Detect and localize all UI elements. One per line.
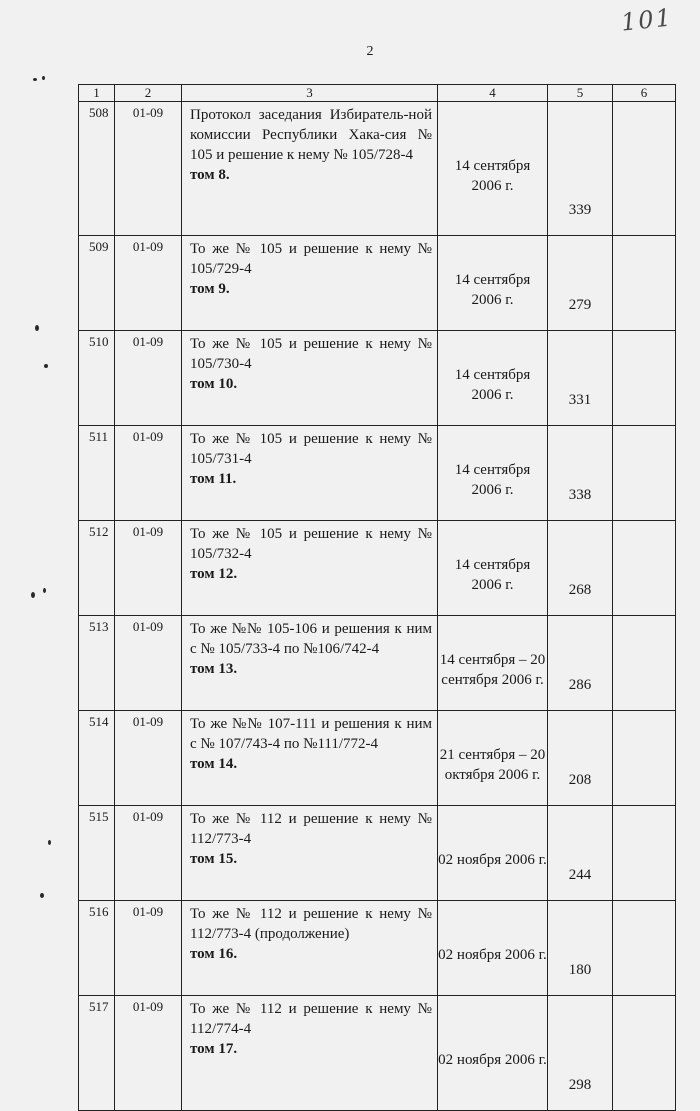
table-row xyxy=(79,996,676,1111)
file-dates: 14 сентября 2006 г. xyxy=(438,426,548,521)
column-header: 6 xyxy=(613,85,676,102)
file-title-cell xyxy=(182,521,438,616)
handwritten-sheet-number: 101 xyxy=(619,3,675,37)
column-header: 5 xyxy=(548,85,613,102)
file-title: То же № 105 и решение к нему № 105/729-4 xyxy=(190,241,432,277)
note-cell xyxy=(613,426,676,521)
item-number: 514 xyxy=(79,711,115,806)
file-title-cell xyxy=(182,711,438,806)
page-count: 331 xyxy=(548,331,613,426)
volume-label: том 16. xyxy=(190,946,238,962)
file-dates: 21 сентября – 20 октября 2006 г. xyxy=(438,711,548,806)
file-title: То же № 105 и решение к нему № 105/731-4 xyxy=(190,431,432,467)
table-row xyxy=(79,901,676,996)
file-index: 01-09 xyxy=(115,806,182,901)
item-number: 511 xyxy=(79,426,115,521)
file-dates: 02 ноября 2006 г. xyxy=(438,901,548,996)
file-title-cell xyxy=(182,996,438,1111)
header-row xyxy=(79,85,676,102)
page-count: 208 xyxy=(548,711,613,806)
file-dates: 14 сентября 2006 г. xyxy=(438,521,548,616)
volume-label: том 10. xyxy=(190,376,238,392)
volume-label: том 12. xyxy=(190,566,238,582)
file-index: 01-09 xyxy=(115,521,182,616)
file-title: То же №№ 105-106 и решения к ним с № 105/733-4 по №106/742-4 xyxy=(190,621,432,657)
column-header: 3 xyxy=(182,85,438,102)
file-title-cell xyxy=(182,616,438,711)
table-row xyxy=(79,102,676,236)
note-cell xyxy=(613,102,676,236)
file-index: 01-09 xyxy=(115,996,182,1111)
file-title: Протокол заседания Избиратель-ной комиссии Республики Хака-сия № 105 и решение к нему № 105/728-4 xyxy=(190,107,432,163)
note-cell xyxy=(613,901,676,996)
page-count: 338 xyxy=(548,426,613,521)
file-dates: 02 ноября 2006 г. xyxy=(438,996,548,1111)
note-cell xyxy=(613,236,676,331)
file-index: 01-09 xyxy=(115,711,182,806)
file-index: 01-09 xyxy=(115,901,182,996)
column-header: 2 xyxy=(115,85,182,102)
file-index: 01-09 xyxy=(115,426,182,521)
table-row xyxy=(79,331,676,426)
note-cell xyxy=(613,331,676,426)
note-cell xyxy=(613,996,676,1111)
page-count: 286 xyxy=(548,616,613,711)
page-number: 2 xyxy=(366,44,374,59)
table-row xyxy=(79,236,676,331)
column-header: 1 xyxy=(79,85,115,102)
scan-speck xyxy=(42,76,45,80)
file-dates: 14 сентября – 20 сентября 2006 г. xyxy=(438,616,548,711)
table-row xyxy=(79,711,676,806)
volume-label: том 13. xyxy=(190,661,238,677)
note-cell xyxy=(613,521,676,616)
page-count: 268 xyxy=(548,521,613,616)
table-row xyxy=(79,616,676,711)
item-number: 508 xyxy=(79,102,115,236)
item-number: 516 xyxy=(79,901,115,996)
scan-speck xyxy=(44,364,48,368)
volume-label: том 14. xyxy=(190,756,238,772)
file-title: То же № 105 и решение к нему № 105/730-4 xyxy=(190,336,432,372)
item-number: 517 xyxy=(79,996,115,1111)
table-row xyxy=(79,426,676,521)
page-count: 244 xyxy=(548,806,613,901)
scan-speck xyxy=(40,893,44,898)
file-title-cell xyxy=(182,102,438,236)
scan-speck xyxy=(35,325,39,331)
file-index: 01-09 xyxy=(115,616,182,711)
file-index: 01-09 xyxy=(115,102,182,236)
file-title: То же № 112 и решение к нему № 112/773-4 xyxy=(190,811,432,847)
table-row xyxy=(79,521,676,616)
file-title-cell xyxy=(182,331,438,426)
scan-speck xyxy=(33,78,37,81)
note-cell xyxy=(613,806,676,901)
item-number: 513 xyxy=(79,616,115,711)
page-count: 339 xyxy=(548,102,613,236)
item-number: 512 xyxy=(79,521,115,616)
scan-speck xyxy=(31,592,35,598)
volume-label: том 9. xyxy=(190,281,230,297)
file-title: То же № 112 и решение к нему № 112/773-4 (продолжение) xyxy=(190,906,432,942)
note-cell xyxy=(613,616,676,711)
item-number: 515 xyxy=(79,806,115,901)
page-count: 180 xyxy=(548,901,613,996)
file-index: 01-09 xyxy=(115,331,182,426)
volume-label: том 11. xyxy=(190,471,237,487)
file-title: То же № 105 и решение к нему № 105/732-4 xyxy=(190,526,432,562)
scan-speck xyxy=(48,840,51,845)
item-number: 510 xyxy=(79,331,115,426)
note-cell xyxy=(613,711,676,806)
file-title: То же № 112 и решение к нему № 112/774-4 xyxy=(190,1001,432,1037)
page-count: 298 xyxy=(548,996,613,1111)
file-title-cell xyxy=(182,806,438,901)
file-title: То же №№ 107-111 и решения к ним с № 107/743-4 по №111/772-4 xyxy=(190,716,432,752)
file-title-cell xyxy=(182,901,438,996)
volume-label: том 8. xyxy=(190,167,230,183)
scan-speck xyxy=(43,588,46,593)
file-dates: 14 сентября 2006 г. xyxy=(438,331,548,426)
file-dates: 14 сентября 2006 г. xyxy=(438,102,548,236)
inventory-table xyxy=(78,84,676,1111)
file-index: 01-09 xyxy=(115,236,182,331)
page-count: 279 xyxy=(548,236,613,331)
file-dates: 02 ноября 2006 г. xyxy=(438,806,548,901)
item-number: 509 xyxy=(79,236,115,331)
file-title-cell xyxy=(182,426,438,521)
table-row xyxy=(79,806,676,901)
file-dates: 14 сентября 2006 г. xyxy=(438,236,548,331)
column-header: 4 xyxy=(438,85,548,102)
volume-label: том 15. xyxy=(190,851,238,867)
file-title-cell xyxy=(182,236,438,331)
volume-label: том 17. xyxy=(190,1041,238,1057)
